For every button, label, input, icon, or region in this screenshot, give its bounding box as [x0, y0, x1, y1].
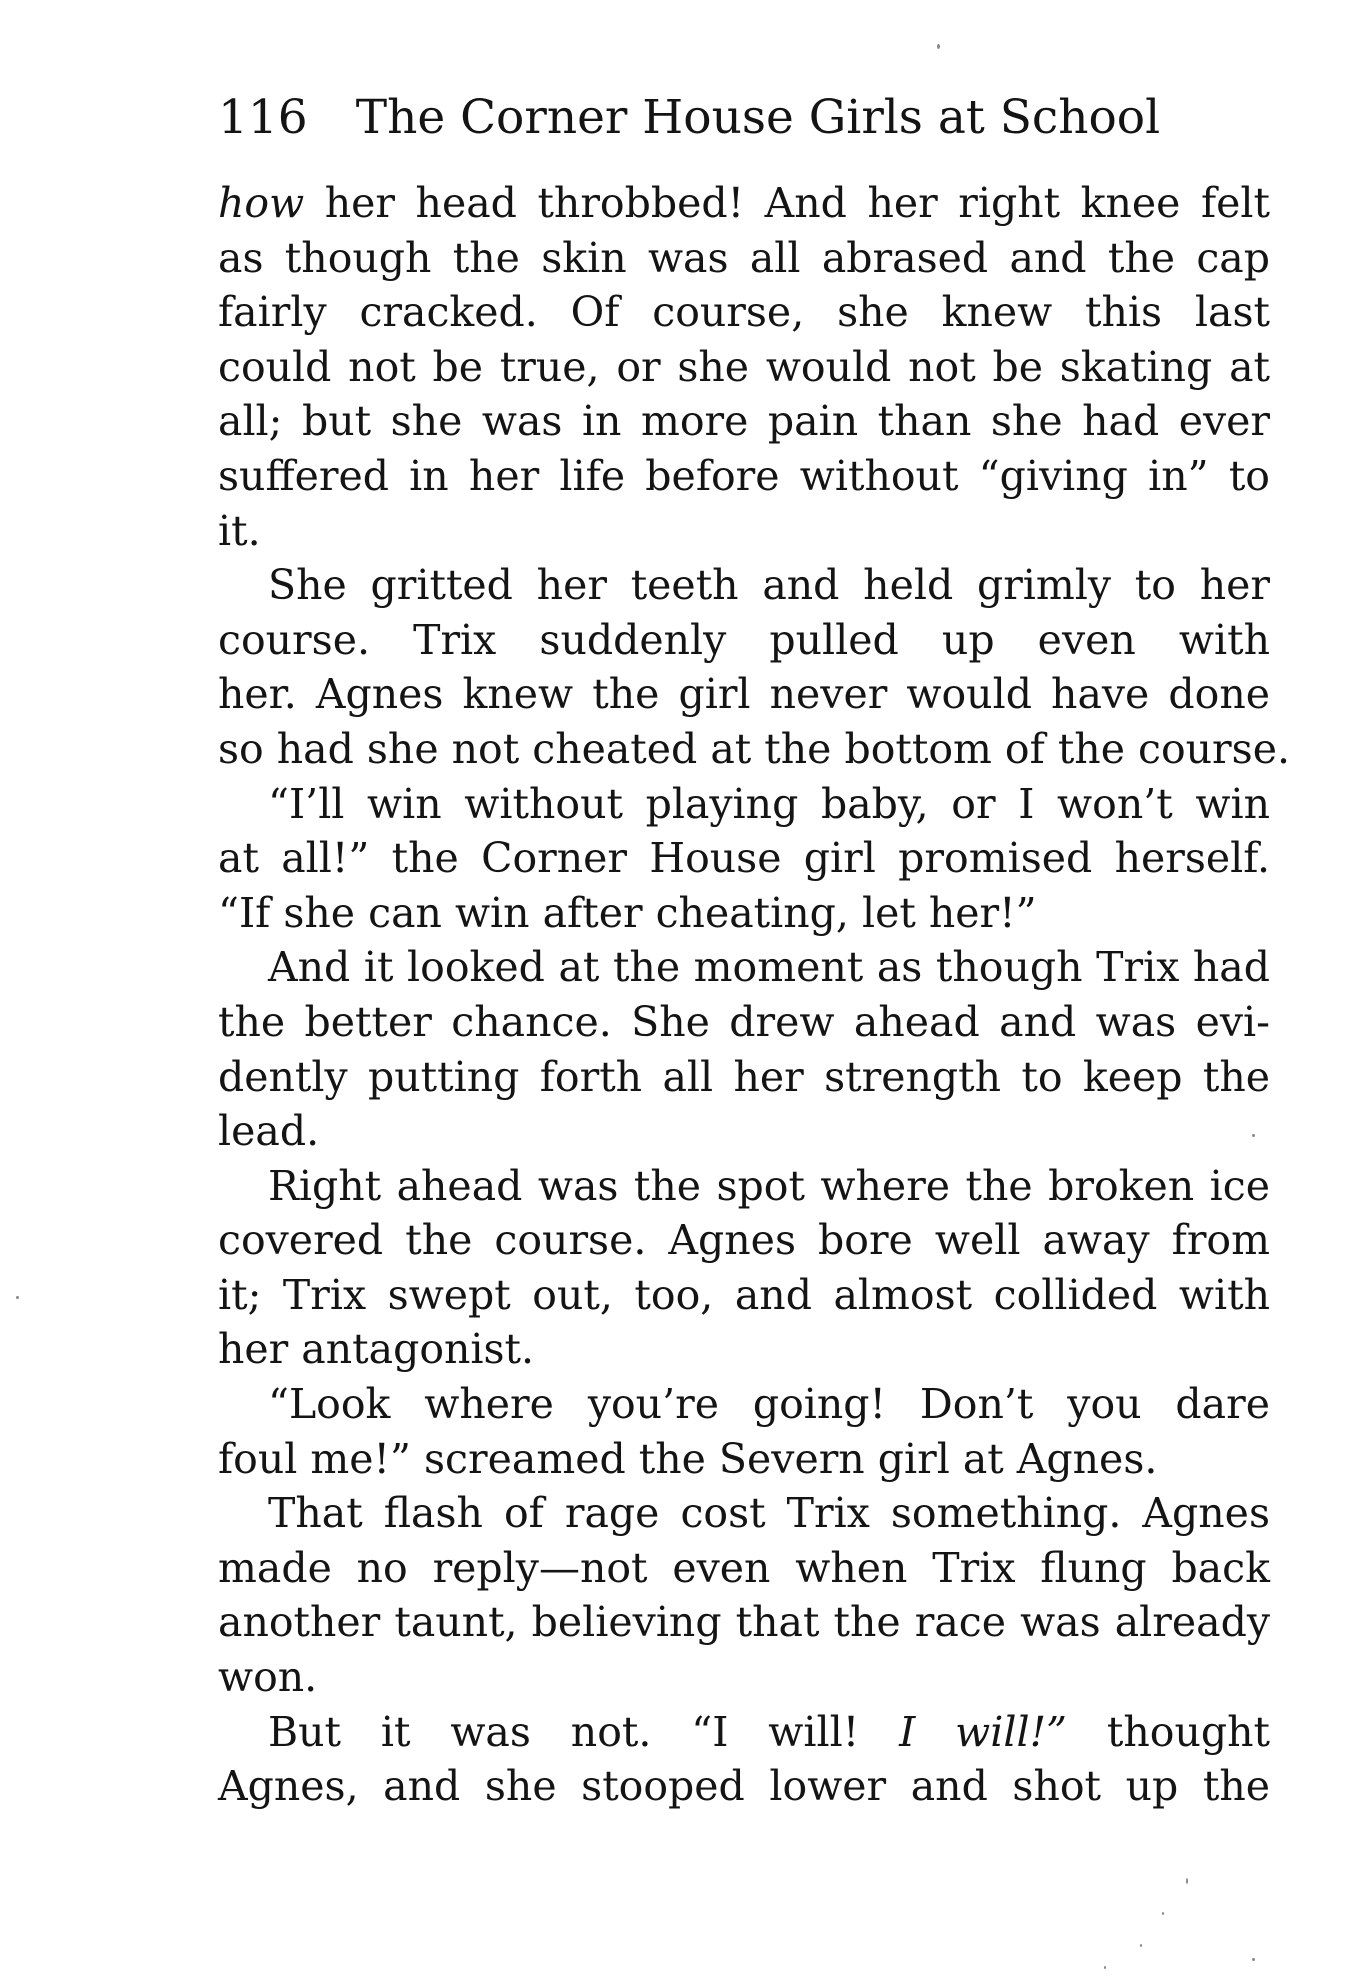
paragraph-first-line: “Look where you’re going! Don’t you dare	[268, 1380, 1270, 1429]
text-line: the better chance. She drew ahead and was evi-	[218, 997, 1270, 1046]
text-line: course. Trix suddenly pulled up even with	[218, 615, 1270, 664]
text-line: all; but she was in more pain than she had ever	[218, 397, 1270, 446]
scan-speck	[937, 44, 940, 49]
text-line: at all!” the Corner House girl promised herself.	[218, 834, 1270, 883]
scan-speck	[16, 1296, 19, 1299]
text-line: lead.	[218, 1107, 320, 1156]
paragraph-first-line: Right ahead was the spot where the broken ice	[268, 1161, 1270, 1210]
paragraph-first-line: But it was not. “I will! I will!” thought	[268, 1707, 1270, 1756]
running-header	[218, 88, 1268, 148]
text-line: her. Agnes knew the girl never would have done	[218, 670, 1270, 719]
page-number: 116	[218, 90, 308, 145]
scan-speck	[1140, 1944, 1142, 1947]
text-line: her antagonist.	[218, 1325, 535, 1374]
scan-speck	[1104, 1966, 1106, 1969]
scan-speck	[1186, 1878, 1188, 1884]
text-line: made no reply—not even when Trix flung back	[218, 1543, 1270, 1592]
text-line: how her head throbbed! And her right knee felt	[218, 179, 1270, 227]
paragraph-first-line: That flash of rage cost Trix something. Agnes	[268, 1489, 1270, 1538]
scan-speck	[1252, 1134, 1255, 1137]
running-title: The Corner House Girls at School	[355, 90, 1161, 145]
text-line: dently putting forth all her strength to keep the	[218, 1052, 1270, 1101]
text-line: could not be true, or she would not be skating at	[218, 342, 1270, 391]
text-line: another taunt, believing that the race was already	[218, 1598, 1270, 1647]
text-line: “If she can win after cheating, let her!”	[218, 888, 1037, 937]
text-line: Agnes, and she stooped lower and shot up the	[218, 1762, 1270, 1811]
text-line: foul me!” screamed the Severn girl at Agnes.	[218, 1434, 1158, 1483]
text-line: so had she not cheated at the bottom of the course.	[218, 724, 1290, 773]
paragraph-first-line: She gritted her teeth and held grimly to her	[268, 561, 1270, 610]
scan-speck	[1252, 1958, 1255, 1961]
text-line: fairly cracked. Of course, she knew this last	[218, 288, 1270, 337]
paragraph-first-line: And it looked at the moment as though Trix had	[268, 943, 1270, 992]
text-line: it; Trix swept out, too, and almost collided with	[218, 1270, 1270, 1319]
text-line: it.	[218, 506, 261, 555]
text-line: as though the skin was all abrased and the cap	[218, 233, 1270, 282]
text-line: won.	[218, 1653, 318, 1702]
scan-speck	[1162, 1912, 1164, 1915]
text-line: covered the course. Agnes bore well away from	[218, 1216, 1270, 1265]
text-line: suffered in her life before without “giving in” to	[218, 451, 1270, 500]
body-text	[218, 176, 1290, 1814]
paragraph-first-line: “I’ll win without playing baby, or I won’t win	[268, 779, 1270, 828]
